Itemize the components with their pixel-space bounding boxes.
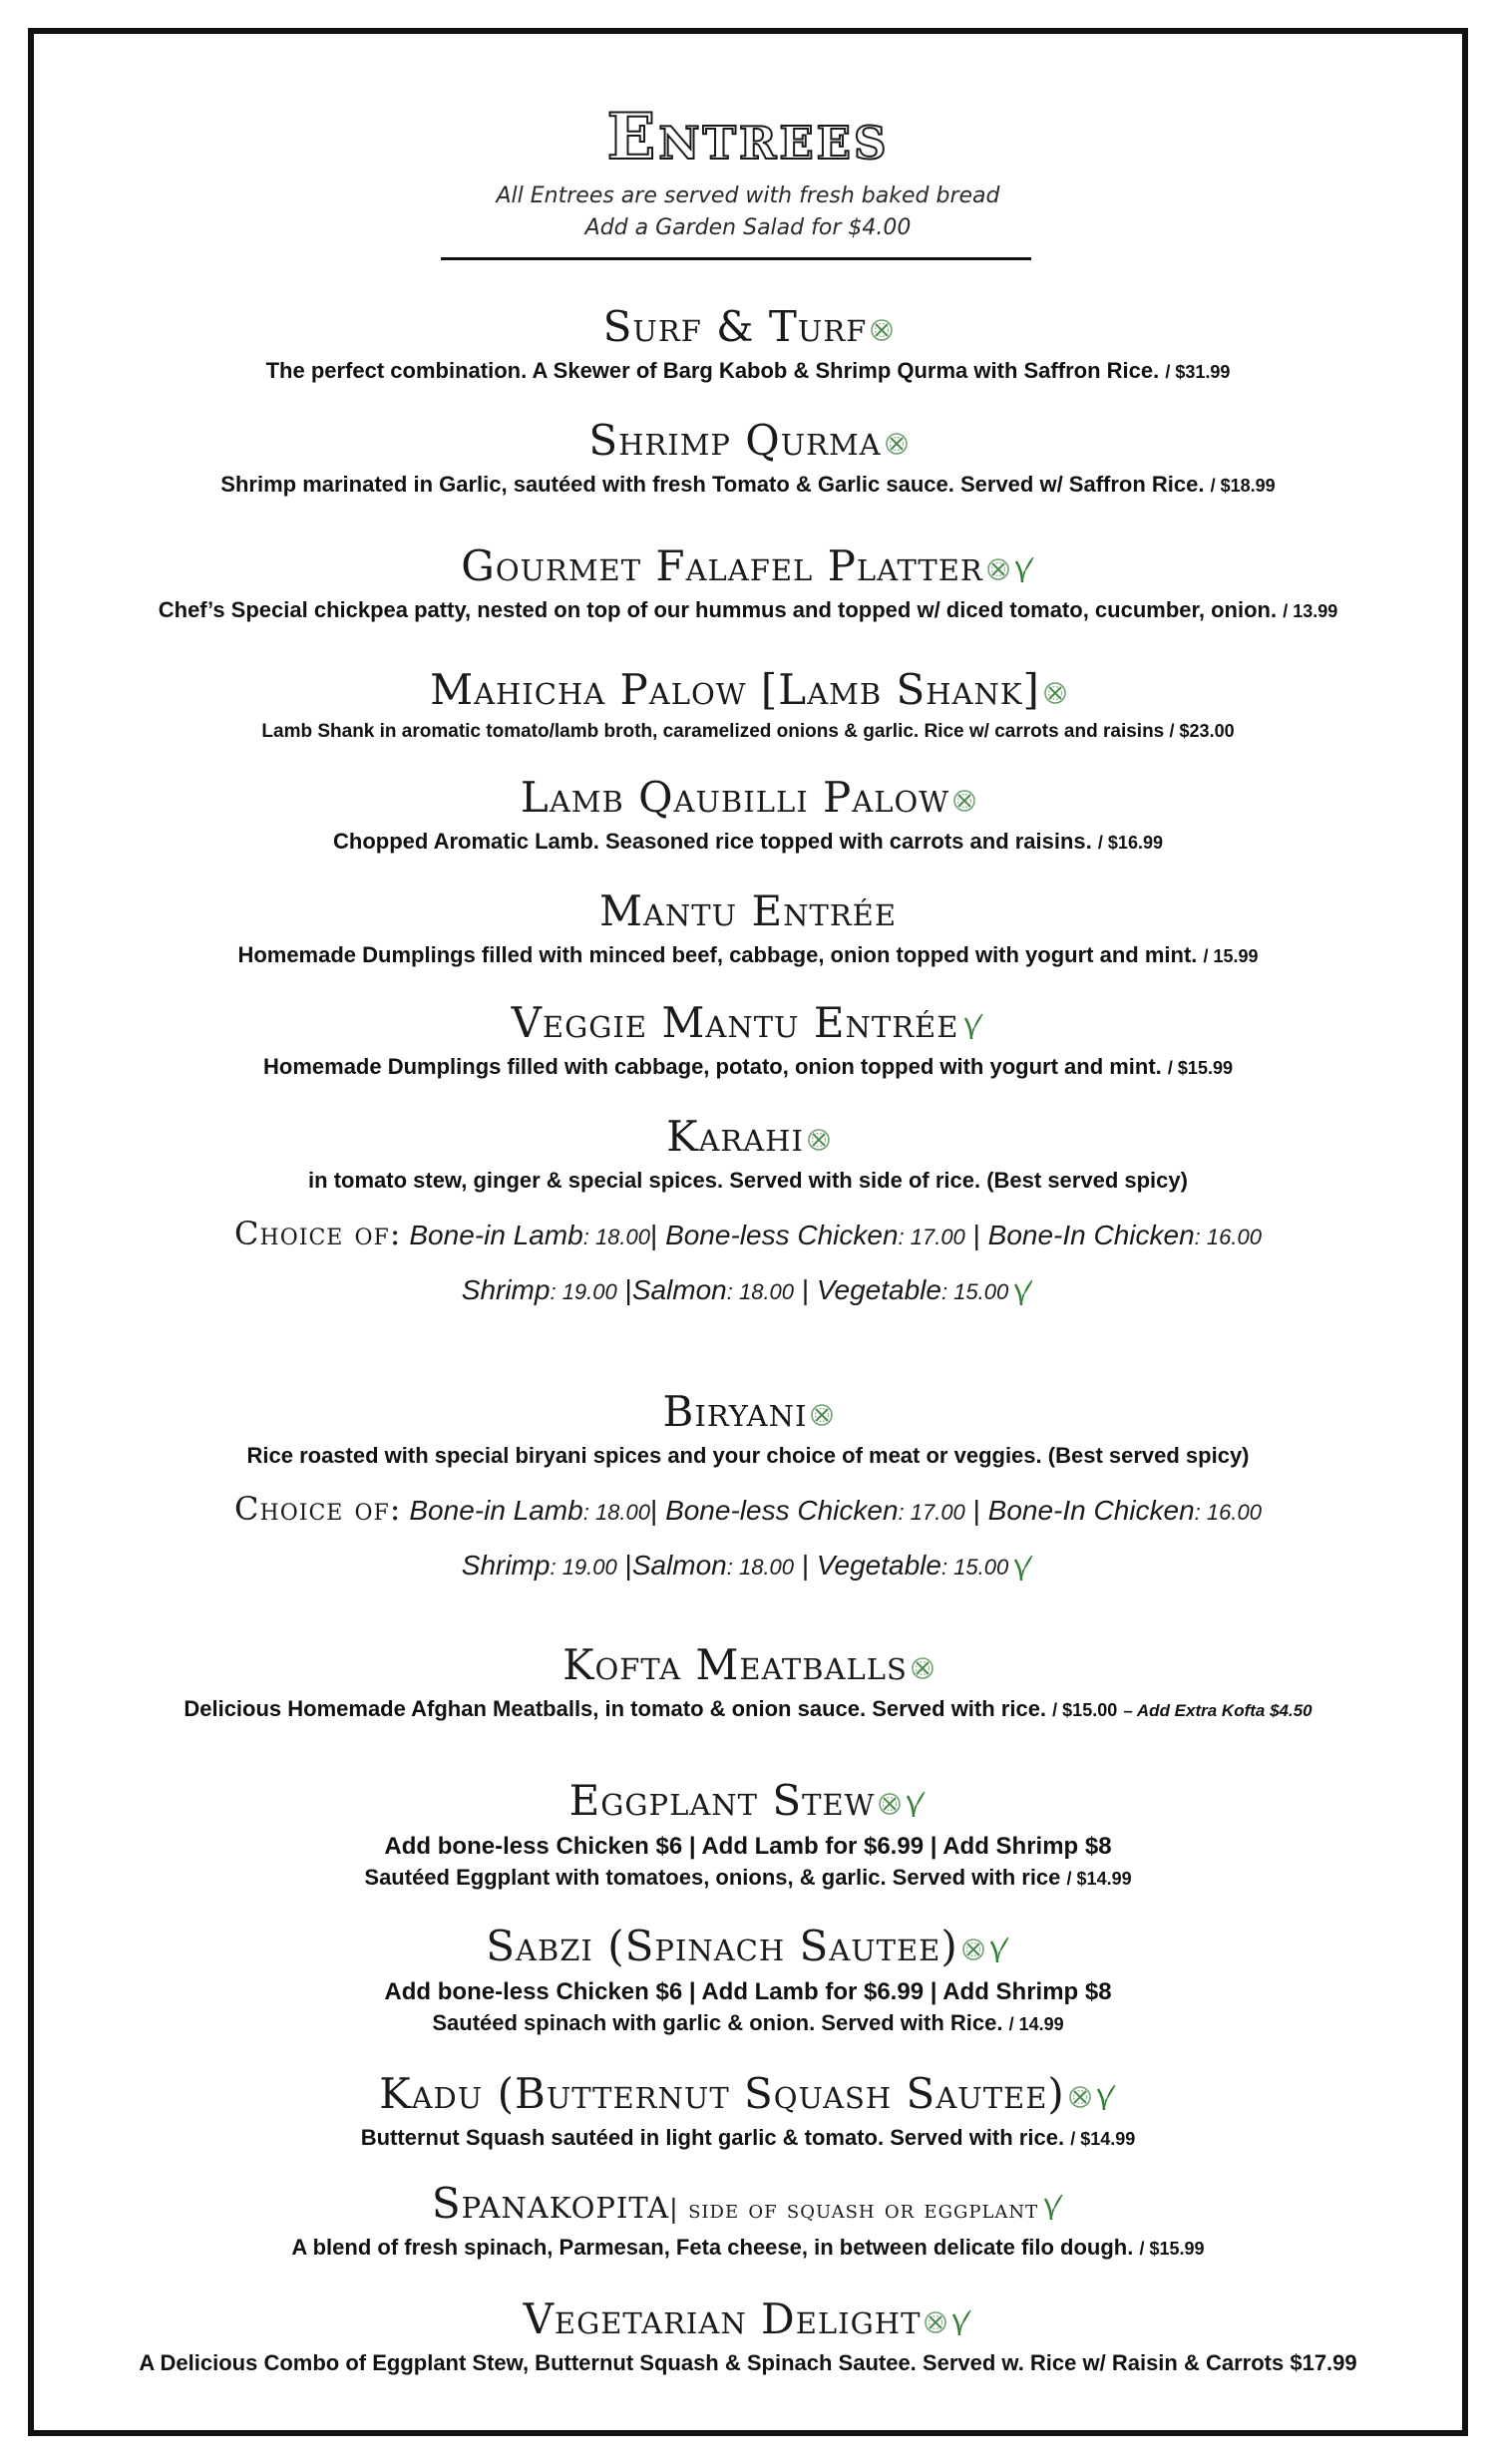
menu-item-shrimp-qurma <box>34 417 1462 500</box>
menu-item-kadu <box>34 2070 1462 2153</box>
vegetarian-leaf-icon <box>905 1790 927 1818</box>
item-description: in tomato stew, ginger & special spices. Served with side of rice. (Best served spicy) <box>308 1168 1188 1194</box>
gluten-free-icon <box>962 1938 984 1960</box>
choice-bone-in-chicken: Bone-In Chicken <box>987 1495 1195 1526</box>
vegetarian-leaf-icon <box>1095 2083 1117 2111</box>
item-price: / $31.99 <box>1165 362 1231 383</box>
biryani-choices-row-1: Choice of: Bone-in Lamb: 18.00| Bone-less Chicken: 17.00 | Bone-In Chicken: 16.00 <box>234 1490 1262 1528</box>
gluten-free-icon <box>879 1793 901 1815</box>
item-name: Veggie Mantu Entrée <box>511 998 959 1047</box>
gluten-free-icon <box>953 790 975 812</box>
choice-label: Choice of: <box>234 1490 402 1528</box>
karahi-choices-row-1: Choice of: Bone-in Lamb: 18.00| Bone-less Chicken: 17.00 | Bone-In Chicken: 16.00 <box>234 1215 1262 1252</box>
item-extra: – Add Extra Kofta $4.50 <box>1123 1701 1312 1721</box>
menu-item-eggplant-stew <box>34 1777 1462 1893</box>
choice-boneless-chicken-price: : 17.00 <box>898 1225 965 1249</box>
vegetarian-leaf-icon <box>1012 1554 1034 1582</box>
item-price: $17.99 <box>1290 2350 1357 2376</box>
choice-vegetable-price: : 15.00 <box>940 1279 1009 1304</box>
choice-boneless-chicken: Bone-less Chicken <box>665 1220 899 1250</box>
choice-boneless-chicken-price: : 17.00 <box>898 1500 965 1525</box>
item-description: Shrimp marinated in Garlic, sautéed with fresh Tomato & Garlic sauce. Served w/ Saffron Rice. <box>220 472 1205 498</box>
menu-item-spanakopita <box>34 2180 1462 2263</box>
choice-shrimp-price: : 19.00 <box>550 1279 617 1304</box>
gluten-free-icon <box>1069 2086 1091 2108</box>
item-name: Spanakopita <box>431 2179 670 2228</box>
item-name: Kadu (Butternut Squash Sautee) <box>379 2069 1065 2118</box>
item-description: The perfect combination. A Skewer of Barg Kabob & Shrimp Qurma with Saffron Rice. <box>265 358 1160 384</box>
biryani-choices-row-2: Shrimp: 19.00 |Salmon: 18.00 | Vegetable: 15.00 <box>34 1550 1462 1582</box>
intro-salad-note: Add a Garden Salad for $4.00 <box>584 215 912 240</box>
item-description: Delicious Homemade Afghan Meatballs, in tomato & onion sauce. Served with rice. <box>184 1696 1047 1722</box>
item-name: Mahicha Palow [Lamb Shank] <box>430 665 1040 714</box>
item-description: A blend of fresh spinach, Parmesan, Feta cheese, in between delicate filo dough. <box>291 2235 1134 2261</box>
menu-item-sabzi <box>34 1923 1462 2038</box>
menu-item-kofta-meatballs <box>34 1641 1462 1724</box>
choice-bone-in-chicken-price: : 16.00 <box>1194 1225 1262 1249</box>
vegetarian-leaf-icon <box>988 1936 1010 1963</box>
item-name: Mantu Entrée <box>598 886 897 935</box>
item-description: Chopped Aromatic Lamb. Seasoned rice topped with carrots and raisins. <box>333 829 1092 855</box>
item-addons: Add bone-less Chicken $6 | Add Lamb for $6.99 | Add Shrimp $8 <box>384 1978 1112 2006</box>
choice-shrimp-price: : 19.00 <box>550 1555 617 1580</box>
choice-bone-in-lamb-price: : 18.00 <box>582 1500 650 1525</box>
item-price: / $18.99 <box>1210 476 1276 497</box>
item-price: / 14.99 <box>1008 2014 1064 2035</box>
menu-item-karahi <box>34 1113 1462 1196</box>
choice-salmon-price: : 18.00 <box>726 1555 795 1580</box>
menu-item-biryani <box>34 1388 1462 1471</box>
item-name: Lamb Qaubilli Palow <box>520 773 950 822</box>
choice-vegetable-price: : 15.00 <box>940 1555 1009 1580</box>
title-divider <box>441 257 1031 260</box>
choice-bone-in-chicken: Bone-In Chicken <box>987 1220 1195 1250</box>
item-name: Shrimp Qurma <box>588 416 882 465</box>
gluten-free-icon <box>871 319 893 341</box>
item-description: Butternut Squash sautéed in light garlic & tomato. Served with rice. <box>360 2125 1065 2151</box>
choice-salmon-price: : 18.00 <box>726 1279 795 1304</box>
item-price: / $23.00 <box>1169 721 1235 742</box>
item-description: Homemade Dumplings filled with cabbage, potato, onion topped with yogurt and mint. <box>263 1054 1162 1080</box>
gluten-free-icon <box>1044 682 1066 704</box>
page-title: Entrees <box>606 100 890 175</box>
menu-item-mantu-entree <box>34 887 1462 970</box>
vegetarian-leaf-icon <box>1012 1278 1034 1306</box>
item-name: Gourmet Falafel Platter <box>461 541 983 590</box>
item-name: Surf & Turf <box>602 302 868 351</box>
item-price: / $16.99 <box>1097 833 1163 854</box>
intro-bread-note: All Entrees are served with fresh baked bread <box>496 183 1000 208</box>
vegetarian-leaf-icon <box>962 1012 984 1040</box>
item-price: / $14.99 <box>1066 1869 1132 1890</box>
choice-boneless-chicken: Bone-less Chicken <box>665 1495 899 1526</box>
item-description: Lamb Shank in aromatic tomato/lamb broth, caramelized onions & garlic. Rice w/ carrots and raisins <box>261 721 1165 743</box>
item-name: Vegetarian Delight <box>523 2294 922 2343</box>
gluten-free-icon <box>811 1404 833 1426</box>
choice-bone-in-lamb: Bone-in Lamb <box>409 1495 583 1526</box>
menu-item-vegetarian-delight <box>34 2295 1462 2378</box>
vegetarian-leaf-icon <box>1013 555 1035 583</box>
choice-bone-in-lamb-price: : 18.00 <box>582 1225 650 1249</box>
menu-item-surf-turf <box>34 303 1462 386</box>
item-name: Eggplant Stew <box>568 1776 876 1825</box>
vegetarian-leaf-icon <box>950 2308 972 2336</box>
item-price: / $14.99 <box>1070 2129 1136 2150</box>
choice-vegetable: Vegetable <box>816 1550 941 1581</box>
menu-item-falafel-platter <box>34 542 1462 625</box>
item-price: / $15.99 <box>1167 1058 1233 1079</box>
item-description: Chef’s Special chickpea patty, nested on top of our hummus and topped w/ diced tomato, cucumber, onion. <box>158 597 1278 623</box>
gluten-free-icon <box>912 1657 934 1679</box>
item-description: Sautéed spinach with garlic & onion. Served with Rice. <box>432 2010 1009 2036</box>
item-price: / $15.99 <box>1139 2239 1205 2260</box>
item-description: Homemade Dumplings filled with minced beef, cabbage, onion topped with yogurt and mint. <box>237 942 1198 968</box>
item-description: Sautéed Eggplant with tomatoes, onions, & garlic. Served with rice <box>364 1865 1061 1891</box>
item-name: Karahi <box>666 1112 804 1161</box>
item-addons: Add bone-less Chicken $6 | Add Lamb for $6.99 | Add Shrimp $8 <box>384 1833 1112 1861</box>
choice-shrimp: Shrimp <box>461 1274 551 1305</box>
choice-label: Choice of: <box>234 1215 402 1252</box>
item-price: / 13.99 <box>1283 601 1338 622</box>
vegetarian-leaf-icon <box>1042 2193 1064 2221</box>
choice-vegetable: Vegetable <box>816 1274 941 1305</box>
item-name: Sabzi (Spinach Sautee) <box>486 1922 958 1970</box>
gluten-free-icon <box>987 558 1009 580</box>
item-description: Rice roasted with special biryani spices and your choice of meat or veggies. (Best served spicy) <box>246 1443 1250 1469</box>
gluten-free-icon <box>808 1129 830 1151</box>
item-price: / $15.00 <box>1052 1700 1118 1721</box>
item-name-suffix: | side of squash or eggplant <box>669 2195 1039 2225</box>
item-price: / 15.99 <box>1203 946 1259 967</box>
menu-page <box>28 28 1468 2436</box>
item-name: Kofta Meatballs <box>562 1640 908 1689</box>
item-description: A Delicious Combo of Eggplant Stew, Butternut Squash & Spinach Sautee. Served w. Rice w/ Raisin & Carrots <box>139 2350 1285 2376</box>
choice-salmon: Salmon <box>631 1550 727 1581</box>
choice-bone-in-chicken-price: : 16.00 <box>1194 1500 1262 1525</box>
item-name: Biryani <box>662 1387 808 1436</box>
menu-item-lamb-qaubilli-palow <box>34 774 1462 857</box>
choice-salmon: Salmon <box>631 1274 727 1305</box>
choice-bone-in-lamb: Bone-in Lamb <box>409 1220 583 1250</box>
menu-item-veggie-mantu-entree <box>34 999 1462 1082</box>
gluten-free-icon <box>886 433 908 455</box>
choice-shrimp: Shrimp <box>461 1550 551 1581</box>
menu-item-mahicha-palow <box>34 666 1462 745</box>
gluten-free-icon <box>925 2311 946 2333</box>
karahi-choices-row-2: Shrimp: 19.00 |Salmon: 18.00 | Vegetable: 15.00 <box>34 1274 1462 1306</box>
